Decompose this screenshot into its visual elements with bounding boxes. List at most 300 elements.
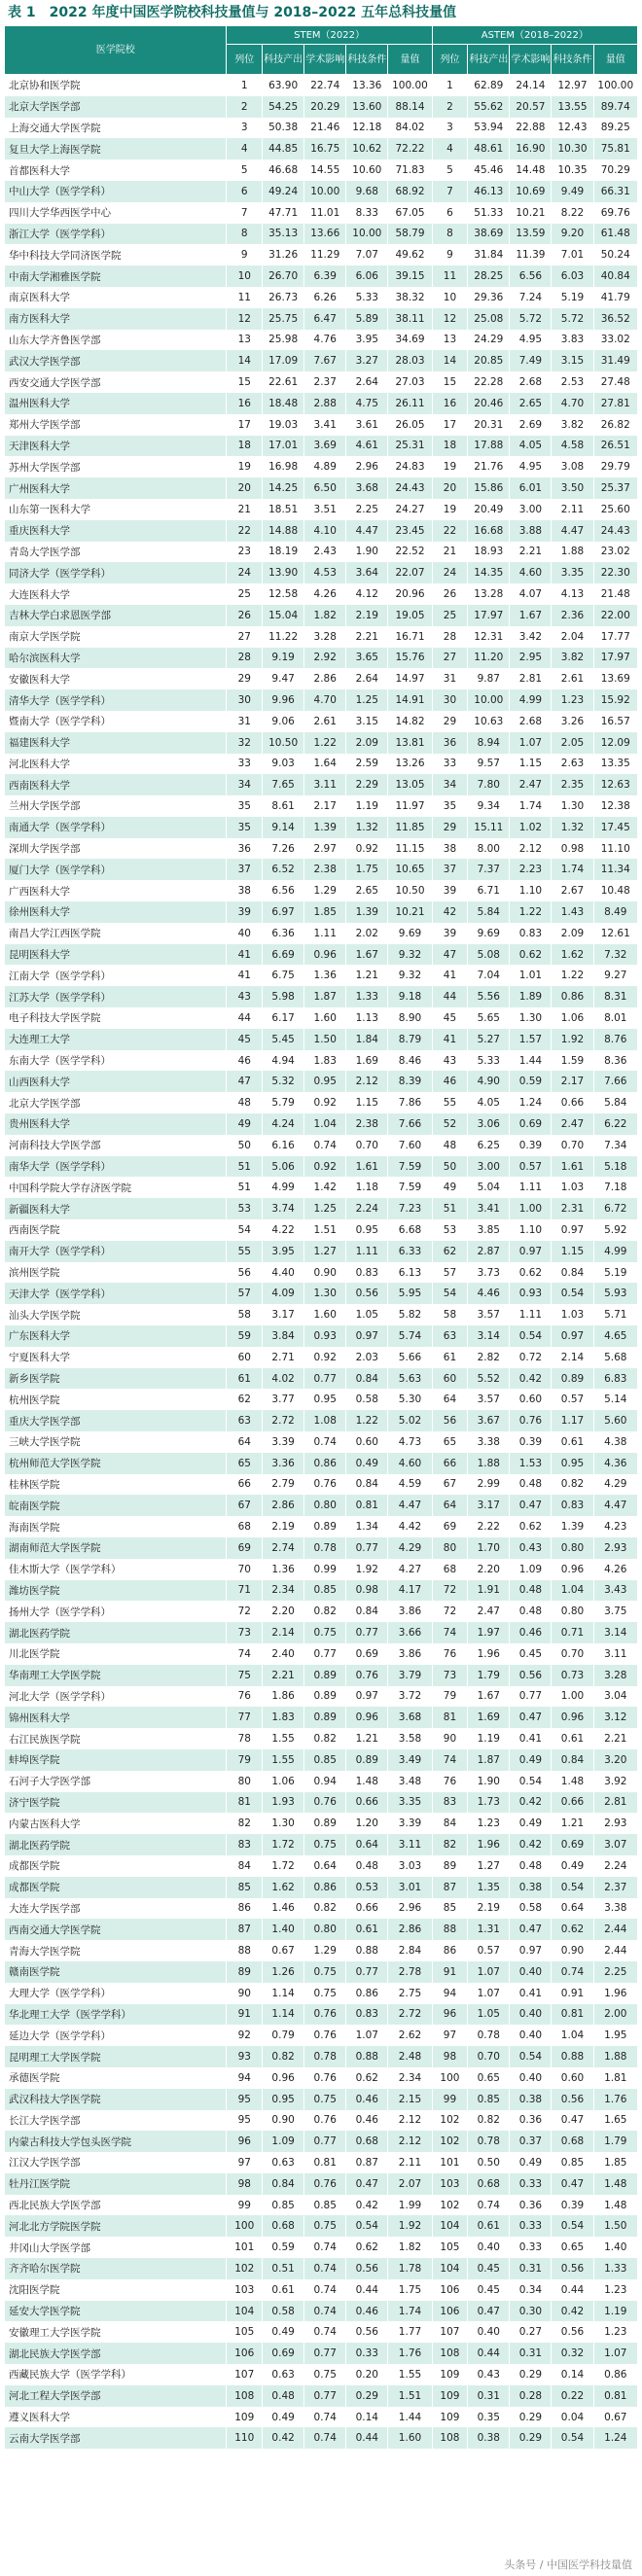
- value-cell: 3.85: [468, 1219, 510, 1241]
- value-cell: 16.71: [388, 626, 432, 648]
- school-name-cell: 成都医学院: [5, 1877, 227, 1898]
- value-cell: 51: [227, 1177, 263, 1198]
- school-name-cell: 延边大学（医学学科）: [5, 2025, 227, 2046]
- value-cell: 16.57: [593, 711, 637, 732]
- value-cell: 3.38: [468, 1431, 510, 1453]
- value-cell: 0.78: [304, 2046, 346, 2067]
- value-cell: 0.77: [304, 1643, 346, 1665]
- value-cell: 14.97: [388, 668, 432, 689]
- value-cell: 1.46: [263, 1898, 304, 1920]
- value-cell: 0.81: [593, 2385, 637, 2407]
- value-cell: 3.49: [388, 1749, 432, 1771]
- value-cell: 0.82: [304, 1601, 346, 1622]
- value-cell: 29.79: [593, 456, 637, 477]
- value-cell: 58: [432, 1304, 468, 1325]
- value-cell: 3.20: [593, 1749, 637, 1771]
- value-cell: 49.24: [263, 181, 304, 202]
- value-cell: 1.51: [304, 1219, 346, 1241]
- stem-header: STEM（2022）: [227, 26, 432, 45]
- school-name-cell: 南通大学（医学学科）: [5, 817, 227, 838]
- value-cell: 33: [432, 754, 468, 775]
- value-cell: 2.61: [304, 711, 346, 732]
- value-cell: 5: [432, 159, 468, 181]
- value-cell: 102: [227, 2258, 263, 2279]
- school-name-cell: 南方医科大学: [5, 308, 227, 330]
- table-row: [5, 2025, 638, 2046]
- value-cell: 5.72: [552, 308, 593, 330]
- value-cell: 2.14: [552, 1347, 593, 1368]
- value-cell: 0.61: [552, 1728, 593, 1749]
- table-row: [5, 2152, 638, 2173]
- school-name-cell: 西藏民族大学（医学学科）: [5, 2364, 227, 2385]
- value-cell: 0.86: [346, 1983, 388, 2004]
- value-cell: 10.63: [468, 711, 510, 732]
- value-cell: 53: [227, 1198, 263, 1219]
- school-name-cell: 河北北方学院医学院: [5, 2215, 227, 2237]
- value-cell: 39: [432, 923, 468, 944]
- value-cell: 0.90: [552, 1940, 593, 1961]
- value-cell: 2.86: [388, 1919, 432, 1940]
- value-cell: 0.48: [346, 1855, 388, 1877]
- value-cell: 0.65: [468, 2067, 510, 2089]
- value-cell: 87: [432, 1877, 468, 1898]
- table-row: [5, 1007, 638, 1029]
- value-cell: 92: [227, 2025, 263, 2046]
- table-row: [5, 456, 638, 477]
- value-cell: 0.78: [468, 2025, 510, 2046]
- value-cell: 36: [227, 838, 263, 860]
- value-cell: 0.35: [468, 2407, 510, 2428]
- table-row: [5, 1961, 638, 1983]
- value-cell: 0.63: [263, 2364, 304, 2385]
- column-header: 列位: [227, 45, 263, 75]
- value-cell: 3.08: [552, 456, 593, 477]
- value-cell: 51.33: [468, 202, 510, 224]
- value-cell: 1.11: [510, 1304, 552, 1325]
- value-cell: 1.15: [552, 1241, 593, 1262]
- value-cell: 2.48: [388, 2046, 432, 2067]
- value-cell: 104: [432, 2215, 468, 2237]
- value-cell: 7.65: [263, 774, 304, 795]
- table-row: [5, 648, 638, 669]
- value-cell: 95: [227, 2089, 263, 2110]
- value-cell: 29: [227, 668, 263, 689]
- value-cell: 1.07: [468, 1961, 510, 1983]
- value-cell: 4.09: [263, 1283, 304, 1304]
- value-cell: 0.49: [263, 2407, 304, 2428]
- value-cell: 1.97: [468, 1622, 510, 1643]
- value-cell: 1.21: [552, 1813, 593, 1834]
- value-cell: 0.39: [510, 1135, 552, 1156]
- value-cell: 34: [227, 774, 263, 795]
- table-row: [5, 1071, 638, 1092]
- value-cell: 1.19: [468, 1728, 510, 1749]
- value-cell: 26: [227, 605, 263, 626]
- table-row: [5, 605, 638, 626]
- value-cell: 14.35: [468, 562, 510, 583]
- value-cell: 26.73: [263, 287, 304, 308]
- value-cell: 4.73: [388, 1431, 432, 1453]
- value-cell: 1.76: [388, 2343, 432, 2364]
- value-cell: 0.62: [346, 2067, 388, 2089]
- school-name-cell: 汕头大学医学院: [5, 1304, 227, 1325]
- value-cell: 4.24: [263, 1113, 304, 1135]
- value-cell: 12.63: [593, 774, 637, 795]
- value-cell: 0.97: [346, 1686, 388, 1708]
- value-cell: 2.37: [304, 371, 346, 393]
- table-row: [5, 901, 638, 923]
- value-cell: 38: [227, 880, 263, 901]
- value-cell: 8.31: [593, 986, 637, 1007]
- value-cell: 2.19: [468, 1898, 510, 1920]
- value-cell: 46.68: [263, 159, 304, 181]
- school-name-cell: 西北民族大学医学部: [5, 2195, 227, 2216]
- school-name-cell: 右江民族医学院: [5, 1728, 227, 1749]
- value-cell: 1.23: [593, 2279, 637, 2301]
- value-cell: 0.57: [552, 1389, 593, 1410]
- table-row: [5, 499, 638, 520]
- value-cell: 14.88: [263, 520, 304, 542]
- school-name-cell: 湖南师范大学医学院: [5, 1537, 227, 1559]
- value-cell: 0.33: [510, 2215, 552, 2237]
- value-cell: 86: [432, 1940, 468, 1961]
- value-cell: 89.25: [593, 118, 637, 139]
- value-cell: 9.49: [552, 181, 593, 202]
- value-cell: 2.75: [388, 1983, 432, 2004]
- table-row: [5, 1580, 638, 1602]
- value-cell: 6.69: [263, 944, 304, 966]
- value-cell: 1.75: [346, 859, 388, 880]
- school-name-cell: 宁夏医科大学: [5, 1347, 227, 1368]
- school-name-cell: 石河子大学医学部: [5, 1771, 227, 1792]
- value-cell: 19.05: [388, 605, 432, 626]
- value-cell: 3.35: [388, 1792, 432, 1814]
- table-row: [5, 2385, 638, 2407]
- school-name-cell: 清华大学（医学学科）: [5, 689, 227, 711]
- value-cell: 4.13: [552, 583, 593, 605]
- value-cell: 1.07: [510, 732, 552, 754]
- value-cell: 88: [432, 1919, 468, 1940]
- value-cell: 1.82: [304, 605, 346, 626]
- value-cell: 0.46: [346, 2110, 388, 2132]
- value-cell: 2.21: [346, 626, 388, 648]
- value-cell: 2.72: [263, 1410, 304, 1431]
- value-cell: 1.55: [388, 2364, 432, 2385]
- value-cell: 26.11: [388, 393, 432, 414]
- value-cell: 6.22: [593, 1113, 637, 1135]
- value-cell: 28: [227, 648, 263, 669]
- value-cell: 4.60: [510, 562, 552, 583]
- value-cell: 30: [432, 689, 468, 711]
- value-cell: 3.66: [388, 1622, 432, 1643]
- value-cell: 0.72: [510, 1347, 552, 1368]
- value-cell: 7.37: [468, 859, 510, 880]
- value-cell: 1.61: [346, 1156, 388, 1178]
- value-cell: 1.87: [304, 986, 346, 1007]
- table-row: [5, 244, 638, 265]
- value-cell: 0.54: [552, 2427, 593, 2449]
- value-cell: 11: [432, 265, 468, 287]
- value-cell: 18.48: [263, 393, 304, 414]
- value-cell: 0.36: [510, 2110, 552, 2132]
- value-cell: 86: [227, 1898, 263, 1920]
- value-cell: 0.78: [468, 2131, 510, 2152]
- value-cell: 3.27: [346, 350, 388, 371]
- value-cell: 1.90: [468, 1771, 510, 1792]
- value-cell: 2.38: [304, 859, 346, 880]
- school-header: 医学院校: [5, 26, 227, 75]
- value-cell: 1.87: [468, 1749, 510, 1771]
- value-cell: 6: [227, 181, 263, 202]
- value-cell: 66: [227, 1474, 263, 1496]
- value-cell: 0.49: [263, 2321, 304, 2343]
- value-cell: 4.36: [593, 1453, 637, 1474]
- school-name-cell: 徐州医科大学: [5, 901, 227, 923]
- table-row: [5, 393, 638, 414]
- value-cell: 9.03: [263, 754, 304, 775]
- value-cell: 1.82: [388, 2237, 432, 2258]
- table-row: [5, 2279, 638, 2301]
- value-cell: 4.95: [510, 456, 552, 477]
- table-row: [5, 2258, 638, 2279]
- value-cell: 6.47: [304, 308, 346, 330]
- value-cell: 3.12: [593, 1707, 637, 1728]
- value-cell: 0.89: [346, 1749, 388, 1771]
- value-cell: 6.56: [510, 265, 552, 287]
- value-cell: 0.48: [510, 1580, 552, 1602]
- value-cell: 0.99: [304, 1559, 346, 1580]
- value-cell: 0.68: [552, 2131, 593, 2152]
- value-cell: 1.22: [346, 1410, 388, 1431]
- column-header: 量值: [593, 45, 637, 75]
- value-cell: 7.66: [593, 1071, 637, 1092]
- value-cell: 105: [432, 2237, 468, 2258]
- value-cell: 79: [227, 1749, 263, 1771]
- value-cell: 102: [432, 2131, 468, 2152]
- value-cell: 1.48: [346, 1771, 388, 1792]
- value-cell: 0.44: [468, 2343, 510, 2364]
- value-cell: 19.03: [263, 414, 304, 436]
- school-name-cell: 深圳大学医学部: [5, 838, 227, 860]
- value-cell: 2.82: [468, 1347, 510, 1368]
- value-cell: 3.38: [593, 1898, 637, 1920]
- school-name-cell: 华南理工大学医学院: [5, 1665, 227, 1686]
- table-row: [5, 1728, 638, 1749]
- value-cell: 25: [432, 605, 468, 626]
- value-cell: 74: [432, 1749, 468, 1771]
- value-cell: 2.87: [468, 1241, 510, 1262]
- value-cell: 3: [432, 118, 468, 139]
- value-cell: 2.43: [304, 542, 346, 563]
- value-cell: 3.14: [593, 1622, 637, 1643]
- school-name-cell: 大连大学医学部: [5, 1898, 227, 1920]
- value-cell: 106: [227, 2343, 263, 2364]
- value-cell: 82: [432, 1834, 468, 1855]
- value-cell: 3.68: [388, 1707, 432, 1728]
- value-cell: 5.84: [593, 1092, 637, 1113]
- value-cell: 11: [227, 287, 263, 308]
- value-cell: 7.18: [593, 1177, 637, 1198]
- value-cell: 24.83: [388, 456, 432, 477]
- value-cell: 74: [227, 1643, 263, 1665]
- school-name-cell: 广西医科大学: [5, 880, 227, 901]
- value-cell: 48: [227, 1092, 263, 1113]
- school-name-cell: 浙江大学（医学学科）: [5, 224, 227, 245]
- school-name-cell: 川北医学院: [5, 1643, 227, 1665]
- value-cell: 6.83: [593, 1368, 637, 1390]
- value-cell: 103: [227, 2279, 263, 2301]
- value-cell: 2.19: [263, 1516, 304, 1537]
- value-cell: 1.99: [388, 2195, 432, 2216]
- value-cell: 5.45: [263, 1029, 304, 1050]
- value-cell: 2.59: [346, 754, 388, 775]
- value-cell: 0.75: [304, 1961, 346, 1983]
- value-cell: 90: [227, 1983, 263, 2004]
- value-cell: 1.33: [593, 2258, 637, 2279]
- value-cell: 0.56: [552, 2089, 593, 2110]
- value-cell: 27.81: [593, 393, 637, 414]
- value-cell: 0.76: [346, 1665, 388, 1686]
- school-name-cell: 首都医科大学: [5, 159, 227, 181]
- value-cell: 0.76: [510, 1410, 552, 1431]
- value-cell: 0.47: [346, 2173, 388, 2195]
- value-cell: 20.29: [304, 96, 346, 118]
- value-cell: 3.00: [468, 1156, 510, 1178]
- value-cell: 12.61: [593, 923, 637, 944]
- value-cell: 20.49: [468, 499, 510, 520]
- value-cell: 2.74: [263, 1537, 304, 1559]
- value-cell: 2.97: [304, 838, 346, 860]
- value-cell: 72: [432, 1580, 468, 1602]
- value-cell: 0.39: [510, 1431, 552, 1453]
- value-cell: 15.04: [263, 605, 304, 626]
- value-cell: 6.50: [304, 477, 346, 499]
- table-row: [5, 1983, 638, 2004]
- value-cell: 108: [432, 2343, 468, 2364]
- value-cell: 96: [432, 2004, 468, 2026]
- value-cell: 16.90: [510, 138, 552, 159]
- value-cell: 17.97: [593, 648, 637, 669]
- table-row: [5, 477, 638, 499]
- value-cell: 5: [227, 159, 263, 181]
- value-cell: 13.66: [304, 224, 346, 245]
- value-cell: 0.76: [304, 1474, 346, 1496]
- table-row: [5, 1537, 638, 1559]
- value-cell: 2.12: [388, 2110, 432, 2132]
- value-cell: 3.41: [304, 414, 346, 436]
- school-name-cell: 大理大学（医学学科）: [5, 1983, 227, 2004]
- value-cell: 14: [432, 350, 468, 371]
- school-name-cell: 华北理工大学（医学学科）: [5, 2004, 227, 2026]
- value-cell: 0.90: [263, 2110, 304, 2132]
- value-cell: 1.19: [593, 2301, 637, 2322]
- value-cell: 2.84: [388, 1940, 432, 1961]
- value-cell: 61: [227, 1368, 263, 1390]
- value-cell: 3.11: [304, 774, 346, 795]
- school-name-cell: 内蒙古科技大学包头医学院: [5, 2131, 227, 2152]
- value-cell: 1.57: [510, 1029, 552, 1050]
- value-cell: 6.33: [388, 1241, 432, 1262]
- value-cell: 0.62: [552, 1919, 593, 1940]
- value-cell: 10.00: [346, 224, 388, 245]
- value-cell: 34.69: [388, 330, 432, 351]
- value-cell: 29.36: [468, 287, 510, 308]
- value-cell: 0.29: [346, 2385, 388, 2407]
- value-cell: 0.47: [552, 2110, 593, 2132]
- value-cell: 2.09: [346, 732, 388, 754]
- value-cell: 2.09: [552, 923, 593, 944]
- school-name-cell: 锦州医科大学: [5, 1707, 227, 1728]
- value-cell: 84.02: [388, 118, 432, 139]
- value-cell: 1.73: [468, 1792, 510, 1814]
- column-header: 量值: [388, 45, 432, 75]
- table-row: [5, 1834, 638, 1855]
- school-name-cell: 重庆大学医学部: [5, 1410, 227, 1431]
- value-cell: 2.15: [388, 2089, 432, 2110]
- value-cell: 14.55: [304, 159, 346, 181]
- value-cell: 0.29: [510, 2427, 552, 2449]
- value-cell: 5.84: [468, 901, 510, 923]
- table-row: [5, 1198, 638, 1219]
- value-cell: 45.46: [468, 159, 510, 181]
- school-name-cell: 潍坊医学院: [5, 1580, 227, 1602]
- table-row: [5, 732, 638, 754]
- table-row: [5, 2046, 638, 2067]
- value-cell: 1.44: [510, 1050, 552, 1072]
- school-name-cell: 西安交通大学医学部: [5, 371, 227, 393]
- value-cell: 0.84: [346, 1474, 388, 1496]
- table-row: [5, 1389, 638, 1410]
- value-cell: 2.25: [346, 499, 388, 520]
- value-cell: 5.19: [593, 1262, 637, 1284]
- value-cell: 1.39: [346, 901, 388, 923]
- value-cell: 2.36: [552, 605, 593, 626]
- table-body: [5, 75, 638, 2450]
- value-cell: 0.48: [510, 1474, 552, 1496]
- value-cell: 1.81: [593, 2067, 637, 2089]
- value-cell: 13.28: [468, 583, 510, 605]
- value-cell: 0.48: [263, 2385, 304, 2407]
- value-cell: 13: [432, 330, 468, 351]
- value-cell: 104: [227, 2301, 263, 2322]
- value-cell: 4.65: [593, 1325, 637, 1347]
- value-cell: 18.19: [263, 542, 304, 563]
- value-cell: 4.29: [388, 1537, 432, 1559]
- table-row: [5, 1792, 638, 1814]
- value-cell: 0.29: [510, 2364, 552, 2385]
- table-row: [5, 1898, 638, 1920]
- value-cell: 1.74: [552, 859, 593, 880]
- table-row: [5, 1516, 638, 1537]
- value-cell: 22: [227, 520, 263, 542]
- school-name-cell: 赣南医学院: [5, 1961, 227, 1983]
- value-cell: 0.36: [510, 2195, 552, 2216]
- value-cell: 1.69: [346, 1050, 388, 1072]
- value-cell: 0.74: [304, 1431, 346, 1453]
- value-cell: 1.40: [263, 1919, 304, 1940]
- value-cell: 3: [227, 118, 263, 139]
- value-cell: 8.39: [388, 1071, 432, 1092]
- value-cell: 1.91: [468, 1580, 510, 1602]
- value-cell: 3.74: [263, 1198, 304, 1219]
- value-cell: 0.96: [552, 1559, 593, 1580]
- value-cell: 39: [227, 901, 263, 923]
- value-cell: 54.25: [263, 96, 304, 118]
- table-row: [5, 2364, 638, 2385]
- school-name-cell: 大连医科大学: [5, 583, 227, 605]
- value-cell: 28.03: [388, 350, 432, 371]
- value-cell: 0.85: [304, 2195, 346, 2216]
